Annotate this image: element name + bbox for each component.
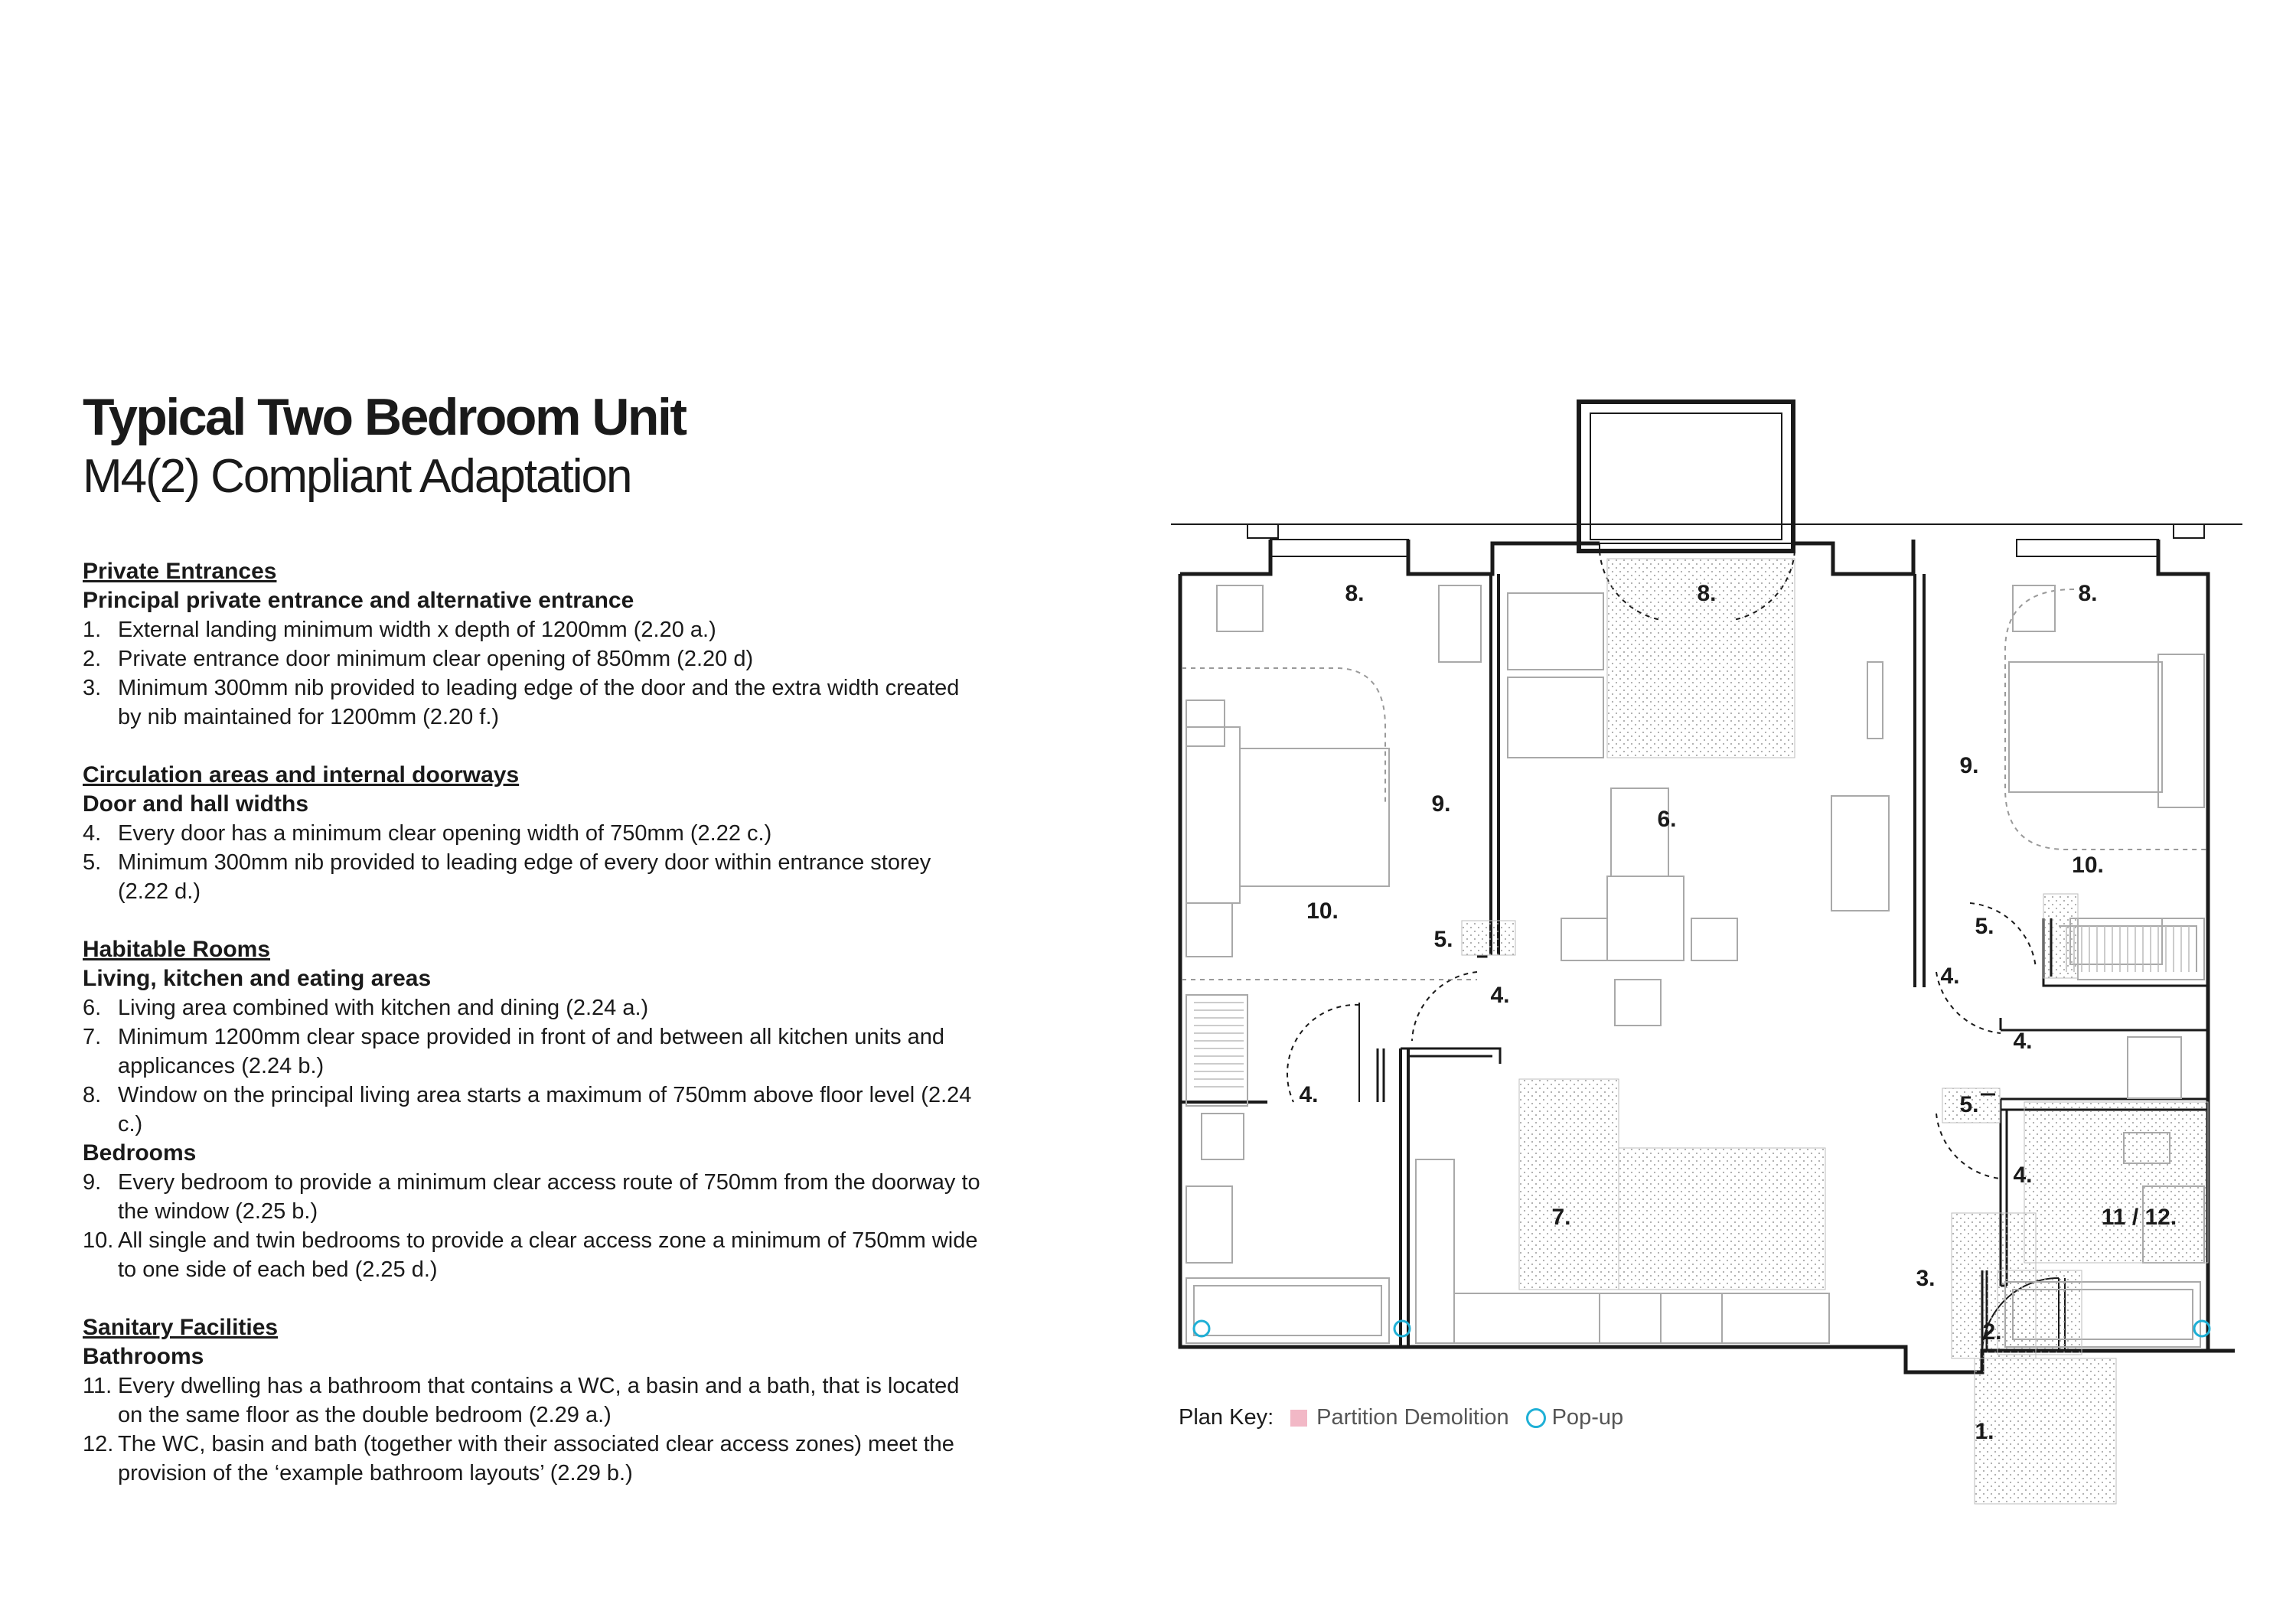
note-item [83,673,986,732]
note-text: Minimum 300mm nib provided to leading edge of every door within entrance storey (2.22 d.) [118,850,931,904]
note-item [83,1168,986,1226]
section-subtitle: Door and hall widths [83,791,309,817]
balcony [1579,402,1793,551]
section-subtitle: Living, kitchen and eating areas [83,966,432,991]
notes-section [83,935,986,1284]
note-text: Minimum 300mm nib provided to leading edge of the door and the extra width created by nib maintained for 1200mm (2.20 f.) [118,676,960,729]
note-number: 1. [83,618,102,642]
note-text: Every dwelling has a bathroom that contains a WC, a basin and a bath, that is located on the same floor as the double bedroom (2.29 a.) [118,1374,960,1427]
kitchen-counter [1416,1159,1454,1343]
popup-swatch [1526,1408,1546,1428]
section-subtitle: Bedrooms [83,1140,197,1166]
label-5-lower: 5. [1959,1092,1979,1117]
label-5-left: 5. [1433,927,1453,952]
partition-demolition-swatch [1290,1410,1307,1427]
note-item [83,1371,986,1430]
bed-right [2009,662,2162,792]
note-item [83,819,986,848]
label-7: 7. [1551,1205,1571,1230]
window-left [1270,540,1408,556]
notes-section [83,1313,986,1488]
note-item [83,644,986,673]
note-text: Living area combined with kitchen and dining (2.24 a.) [118,996,649,1020]
heading [83,386,686,506]
label-10-left: 10. [1306,898,1339,924]
label-4-bath-right: 4. [2013,1163,2033,1188]
door-swing-bed-left [1412,972,1477,1041]
section-subtitle: Principal private entrance and alternative entrance [83,588,634,613]
note-text: The WC, basin and bath (together with their associated clear access zones) meet the provision of the ‘example bathroom layouts’ (2.29 b.) [118,1432,954,1485]
plan-key [1179,1405,1623,1430]
note-number: 9. [83,1170,102,1195]
note-item [83,1081,986,1139]
label-8-centre: 8. [1697,581,1717,606]
note-item [83,848,986,906]
note-number: 3. [83,676,102,700]
note-number: 6. [83,996,102,1020]
note-number: 8. [83,1083,102,1107]
label-9-right: 9. [1959,753,1979,778]
floor-plan [1171,390,2242,1508]
note-text: Window on the principal living area starts a maximum of 750mm above floor level (2.24 c.) [118,1083,972,1136]
label-4-bath-left: 4. [1299,1082,1319,1107]
note-item [83,1430,986,1488]
plan-key-label: Plan Key: [1179,1405,1274,1430]
label-1: 1. [1975,1419,1994,1444]
note-number: 12. [83,1432,114,1456]
page-subtitle: M4(2) Compliant Adaptation [83,450,631,503]
window-right [2017,540,2158,556]
label-4-bed-left: 4. [1490,983,1510,1008]
external-landing [1975,1358,2116,1504]
page-title: Typical Two Bedroom Unit [83,388,686,446]
note-text: Every bedroom to provide a minimum clear access route of 750mm from the doorway to the window (2.25 b.) [118,1170,980,1224]
bed-left [1240,748,1389,886]
label-9-left: 9. [1431,791,1451,817]
popup-label: Pop-up [1551,1405,1624,1430]
section-title: Sanitary Facilities [83,1315,279,1340]
label-10-right: 10. [2072,853,2104,878]
label-6: 6. [1657,807,1677,832]
notes-section [83,557,986,732]
note-item [83,1226,986,1284]
note-text: Private entrance door minimum clear opening of 850mm (2.20 d) [118,647,754,671]
label-8-right: 8. [2078,581,2098,606]
notes-section [83,761,986,906]
note-item [83,993,986,1022]
wall-bed-left-right [1491,574,1499,955]
note-number: 11. [83,1374,113,1398]
label-5-right: 5. [1975,914,1994,939]
label-3: 3. [1916,1266,1936,1291]
note-text: Every door has a minimum clear opening width of 750mm (2.22 c.) [118,821,772,846]
note-item [83,615,986,644]
shower [1186,1278,1389,1343]
wc-left [1202,1114,1244,1159]
label-11-12: 11 / 12. [2101,1205,2177,1230]
partition-demolition-label: Partition Demolition [1316,1405,1509,1430]
note-text: Minimum 1200mm clear space provided in front of and between all kitchen units and applicances (2.24 b.) [118,1025,945,1078]
note-number: 5. [83,850,102,875]
note-item [83,1022,986,1081]
note-text: All single and twin bedrooms to provide a clear access zone a minimum of 750mm wide to one side of each bed (2.25 d.) [118,1228,978,1282]
note-number: 7. [83,1025,102,1049]
section-title: Habitable Rooms [83,937,271,962]
section-subtitle: Bathrooms [83,1344,204,1369]
label-8-left: 8. [1345,581,1365,606]
section-title: Circulation areas and internal doorways [83,762,520,788]
section-title: Private Entrances [83,559,277,584]
sofa [1508,593,1603,670]
popup-marker [1194,1321,1209,1336]
note-text: External landing minimum width x depth of 1200mm (2.20 a.) [118,618,716,642]
label-2: 2. [1982,1319,2002,1345]
label-4-bed-right: 4. [1940,964,1960,989]
clearance-zone-kitchen [1519,1079,1619,1290]
note-number: 2. [83,647,102,671]
label-4-store: 4. [2013,1029,2033,1054]
note-number: 4. [83,821,102,846]
note-number: 10. [83,1228,114,1253]
requirements-notes [83,557,986,1517]
